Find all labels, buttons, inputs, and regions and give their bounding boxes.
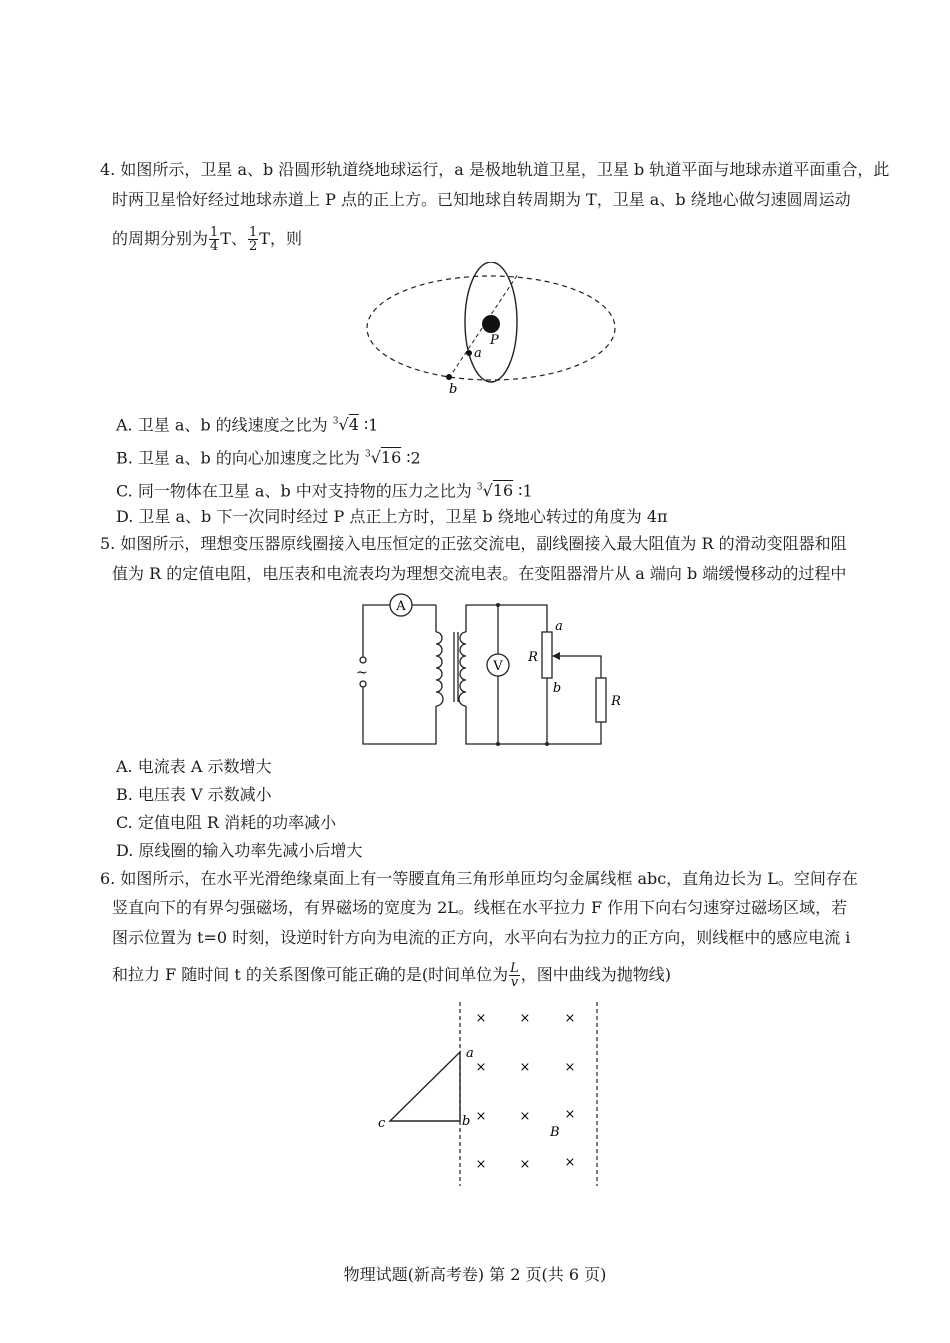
page-footer: 物理试题(新高考卷) 第 2 页(共 6 页) xyxy=(343,1265,607,1284)
rheostat-label: R xyxy=(528,650,538,665)
slider-wire xyxy=(555,656,601,678)
junction-1 xyxy=(496,603,500,607)
field-cross: × xyxy=(564,1011,576,1026)
label-a: a xyxy=(466,1046,474,1061)
q4-option-c xyxy=(116,478,533,501)
primary-wire-bottom xyxy=(363,687,436,744)
label-b-end: b xyxy=(552,681,562,696)
q4-opt-a-root: $^3$√4 xyxy=(332,415,359,435)
label-p: P xyxy=(490,333,499,348)
q6-unit-fraction xyxy=(509,962,520,989)
source-terminal-top xyxy=(360,657,366,663)
voltmeter-label: V xyxy=(493,659,503,674)
field-cross: × xyxy=(519,1157,531,1172)
q4-opt-a-pre: A. 卫星 a、b 的线速度之比为 xyxy=(116,415,333,435)
q4-line-3-post: T，则 xyxy=(259,229,302,248)
q4-opt-b-post: ∶2 xyxy=(401,448,421,468)
q4-opt-c-idx: 3 xyxy=(476,483,483,493)
primary-coil xyxy=(436,632,443,706)
q4-frac1-den: 4 xyxy=(210,239,219,254)
field-cross: × xyxy=(475,1060,487,1075)
rheostat xyxy=(542,632,552,678)
q5-option-b: B. 电压表 V 示数减小 xyxy=(116,785,272,804)
q4-opt-b-pre: B. 卫星 a、b 的向心加速度之比为 xyxy=(116,448,365,468)
secondary-wire-top xyxy=(466,605,547,632)
q5-option-c: C. 定值电阻 R 消耗的功率减小 xyxy=(116,813,337,832)
q4-line-3 xyxy=(112,226,302,253)
q4-option-a xyxy=(116,412,378,435)
secondary-coil xyxy=(459,632,466,706)
q4-opt-a-idx: 3 xyxy=(332,417,339,427)
q4-opt-b-rad: 16 xyxy=(380,448,402,468)
fixed-resistor xyxy=(596,678,606,722)
label-a-end: a xyxy=(555,619,563,634)
field-cross: × xyxy=(475,1109,487,1124)
satellite-b-dot xyxy=(446,374,452,380)
primary-wire xyxy=(363,605,390,657)
q4-line-2: 时两卫星恰好经过地球赤道上 P 点的正上方。已知地球自转周期为 T，卫星 a、b 绕地心做匀速圆周运动 xyxy=(112,190,851,209)
q4-opt-b-idx: 3 xyxy=(364,450,371,460)
label-b: b xyxy=(449,382,458,397)
q6-unit-den: v xyxy=(510,975,519,990)
junction-3 xyxy=(545,742,549,746)
q4-line-3-pre: 的周期分别为 xyxy=(112,229,209,248)
q4-option-b xyxy=(116,445,421,468)
triangle-frame xyxy=(390,1052,460,1121)
field-cross: × xyxy=(564,1060,576,1075)
q6-line-4-pre: 和拉力 F 随时间 t 的关系图像可能正确的是(时间单位为 xyxy=(112,965,509,984)
q6-line-4-post: ，图中曲线为抛物线) xyxy=(520,965,672,984)
field-cross: × xyxy=(564,1155,576,1170)
q6-line-2: 竖直向下的有界匀强磁场，有界磁场的宽度为 2L。线框在水平拉力 F 作用下向右匀速穿过磁场区域，若 xyxy=(112,898,848,917)
secondary-wire-bottom xyxy=(466,706,601,744)
q4-opt-b-root: $^3$√16 xyxy=(364,448,402,468)
source-symbol: ~ xyxy=(356,665,368,681)
q4-orbit-figure xyxy=(360,262,640,397)
q4-frac2-den: 2 xyxy=(248,239,258,254)
q5-line-2: 值为 R 的定值电阻，电压表和电流表均为理想交流电表。在变阻器滑片从 a 端向 b 端缓慢移动的过程中 xyxy=(112,564,847,583)
q4-opt-c-pre: C. 同一物体在卫星 a、b 中对支持物的压力之比为 xyxy=(116,481,477,501)
q4-sep: T、 xyxy=(220,229,247,248)
ammeter-label: A xyxy=(396,599,406,614)
q4-fraction-2 xyxy=(248,226,258,253)
q5-circuit-figure xyxy=(350,590,640,752)
q4-frac2-num: 1 xyxy=(248,225,258,240)
q4-opt-c-root: $^3$√16 xyxy=(476,481,514,501)
q4-opt-c-rad: 16 xyxy=(492,481,514,501)
q6-field-figure xyxy=(370,1000,610,1190)
q4-fraction-1 xyxy=(209,226,219,253)
field-cross: × xyxy=(564,1107,576,1122)
label-field-b: B xyxy=(550,1125,560,1140)
label-c: c xyxy=(378,1116,386,1131)
earth xyxy=(482,315,500,333)
label-a: a xyxy=(474,346,482,361)
q6-line-3: 图示位置为 t=0 时刻，设逆时针方向为电流的正方向，水平向右为拉力的正方向，则线框中的感应电流 i xyxy=(112,928,851,947)
q5-line-1: 5. 如图所示，理想变压器原线圈接入电压恒定的正弦交流电，副线圈接入最大阻值为 R 的滑动变阻器和阻 xyxy=(100,534,847,553)
junction-2 xyxy=(496,742,500,746)
field-cross: × xyxy=(475,1011,487,1026)
field-cross: × xyxy=(519,1060,531,1075)
q4-option-d: D. 卫星 a、b 下一次同时经过 P 点正上方时，卫星 b 绕地心转过的角度为 4π xyxy=(116,507,668,526)
q4-opt-a-post: ∶1 xyxy=(358,415,379,435)
q6-unit-num: L xyxy=(510,961,519,976)
satellite-a-dot xyxy=(466,350,472,356)
slider-arrow xyxy=(552,652,560,660)
q4-frac1-num: 1 xyxy=(210,225,219,240)
resistor-label: R xyxy=(611,694,621,709)
source-terminal-bottom xyxy=(360,681,366,687)
q6-line-1: 6. 如图所示，在水平光滑绝缘桌面上有一等腰直角三角形单匝均匀金属线框 abc，直角边长为 L。空间存在 xyxy=(100,869,858,888)
q4-opt-c-post: ∶1 xyxy=(513,481,533,501)
label-b: b xyxy=(462,1114,471,1129)
q4-opt-a-rad: 4 xyxy=(348,415,359,435)
q5-option-a: A. 电流表 A 示数增大 xyxy=(116,757,272,776)
field-cross: × xyxy=(519,1109,531,1124)
q4-line-1: 4. 如图所示，卫星 a、b 沿圆形轨道绕地球运行，a 是极地轨道卫星，卫星 b 轨道平面与地球赤道平面重合，此 xyxy=(100,160,890,179)
field-cross: × xyxy=(519,1011,531,1026)
field-cross: × xyxy=(475,1157,487,1172)
q6-line-4 xyxy=(112,962,671,989)
q5-option-d: D. 原线圈的输入功率先减小后增大 xyxy=(116,841,363,860)
